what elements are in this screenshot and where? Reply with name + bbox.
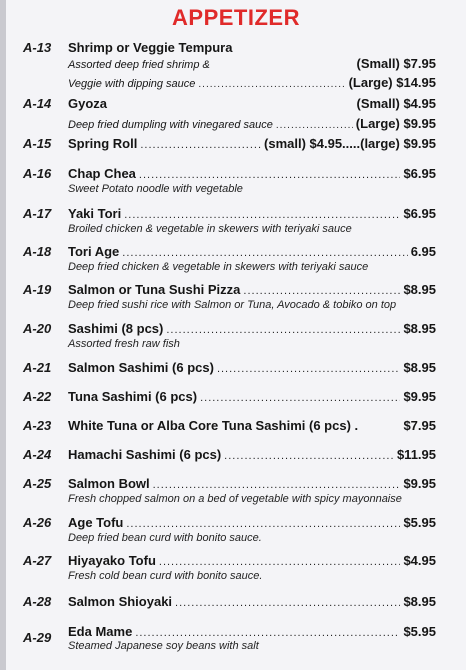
- item-description: Steamed Japanese soy beans with salt: [68, 640, 259, 652]
- leader-dots: [175, 597, 400, 609]
- item-description: Deep fried bean curd with bonito sauce.: [68, 532, 262, 544]
- leader-dots: [159, 556, 401, 568]
- item-name: Sashimi (8 pcs): [68, 321, 164, 336]
- item-description: Veggie with dipping sauce: [68, 78, 196, 90]
- item-code: A-18: [23, 244, 52, 259]
- item-name: Salmon Shioyaki: [68, 594, 173, 609]
- item-price: $7.95: [403, 418, 436, 433]
- item-description: Deep fried chicken & vegetable in skewers with teriyaki sauce: [68, 261, 369, 273]
- item-description: Assorted fresh raw fish: [68, 338, 180, 350]
- leader-dots: [126, 518, 400, 530]
- item-description: Fresh chopped salmon on a bed of vegetable with spicy mayonnaise: [68, 493, 402, 505]
- item-name: Salmon Bowl: [68, 476, 150, 491]
- leader-dots: [166, 324, 400, 336]
- item-price-large: (Large) $14.95: [348, 75, 436, 90]
- leader-dots: [135, 627, 400, 639]
- leader-dots: [153, 479, 401, 491]
- item-name: White Tuna or Alba Core Tuna Sashimi (6 pcs) .: [68, 418, 359, 433]
- item-code: A-20: [23, 321, 52, 336]
- item-code: A-14: [23, 96, 52, 111]
- item-price: $8.95: [403, 282, 436, 297]
- item-name: Hiyayako Tofu: [68, 553, 156, 568]
- item-description: Deep fried sushi rice with Salmon or Tuna, Avocado & tobiko on top: [68, 299, 397, 311]
- item-code: A-15: [23, 136, 52, 151]
- item-price: $9.95: [403, 389, 436, 404]
- item-price: (small) $4.95.....(large) $9.95: [264, 136, 436, 151]
- item-name: Yaki Tori: [68, 206, 122, 221]
- item-name: Spring Roll: [68, 136, 138, 151]
- leader-dots: [200, 392, 400, 404]
- item-code: A-24: [23, 447, 52, 462]
- item-description: Sweet Potato noodle with vegetable: [68, 183, 243, 195]
- item-code: A-19: [23, 282, 52, 297]
- leader-dots: [124, 209, 400, 221]
- item-name: Tuna Sashimi (6 pcs): [68, 389, 198, 404]
- item-name: Hamachi Sashimi (6 pcs): [68, 447, 222, 462]
- item-description: Deep fried dumpling with vinegared sauce: [68, 119, 273, 131]
- leader-dots: [224, 450, 394, 462]
- item-code: A-27: [23, 553, 52, 568]
- item-price-small: (Small) $7.95: [356, 56, 436, 71]
- item-price: $6.95: [403, 206, 436, 221]
- item-code: A-26: [23, 515, 52, 530]
- item-name: Salmon or Tuna Sushi Pizza: [68, 282, 241, 297]
- item-code: A-17: [23, 206, 52, 221]
- item-description: Fresh cold bean curd with bonito sauce.: [68, 570, 263, 582]
- item-price: $8.95: [403, 321, 436, 336]
- item-code: A-16: [23, 166, 52, 181]
- leader-dots: [122, 247, 407, 259]
- leader-dots: [217, 363, 401, 375]
- item-price: $5.95: [403, 515, 436, 530]
- item-price: $11.95: [396, 447, 436, 462]
- item-price-large: (Large) $9.95: [355, 116, 436, 131]
- item-name: Chap Chea: [68, 166, 136, 181]
- item-name: Salmon Sashimi (6 pcs): [68, 360, 214, 375]
- leader-dots: [139, 169, 401, 181]
- leader-dots: [243, 285, 400, 297]
- item-price: $8.95: [403, 360, 436, 375]
- item-name: Shrimp or Veggie Tempura: [68, 40, 233, 55]
- item-price-small: (Small) $4.95: [356, 96, 436, 111]
- leader-dots: [198, 79, 345, 90]
- item-code: A-25: [23, 476, 52, 491]
- leader-dots: [276, 120, 353, 131]
- item-description: Broiled chicken & vegetable in skewers with teriyaki sauce: [68, 223, 352, 235]
- section-title: APPETIZER: [172, 5, 300, 30]
- item-name: Tori Age: [68, 244, 120, 259]
- item-code: A-23: [23, 418, 52, 433]
- item-code: A-29: [23, 630, 52, 645]
- item-price: $4.95: [403, 553, 436, 568]
- item-price: $9.95: [403, 476, 436, 491]
- item-code: A-21: [23, 360, 52, 375]
- item-price: $6.95: [403, 166, 436, 181]
- item-name: Eda Mame: [68, 624, 133, 639]
- item-code: A-13: [23, 40, 52, 55]
- item-name: Gyoza: [68, 96, 108, 111]
- item-price: $5.95: [403, 624, 436, 639]
- item-code: A-28: [23, 594, 52, 609]
- item-price: $8.95: [403, 594, 436, 609]
- leader-dots: [140, 139, 261, 151]
- item-name: Age Tofu: [68, 515, 124, 530]
- item-code: A-22: [23, 389, 52, 404]
- item-price: 6.95: [410, 244, 436, 259]
- item-description: Assorted deep fried shrimp &: [68, 59, 210, 71]
